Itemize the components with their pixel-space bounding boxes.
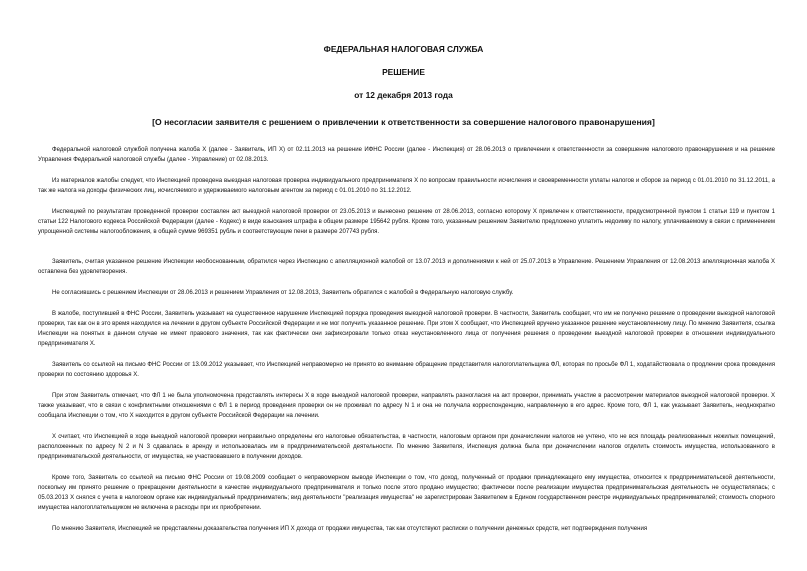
paragraph-2: Из материалов жалобы следует, что Инспекцией проведена выездная налоговая проверка индивидуального предпринимателя X по вопросам правильности исчисления и своевременности уплаты налогов и сборов за период с 01.01.2010 по 31.12.2011, а так же налога на доходы физических лиц, исчисляемого и удерживаемого налоговым агентом за период с 01.01.2010 по 31.12.2012.	[38, 178, 775, 195]
paragraph-4: Заявитель, считая указанное решение Инспекции необоснованным, обратился через Инспекцию с апелляционной жалобой от 13.07.2013 и дополнениями к ней от 25.07.2013 в Управление. Решением Управления от 12.08.2013 апелляционная жалоба X оставлена без удовлетворения.	[38, 259, 775, 276]
paragraph-7: Заявитель со ссылкой на письмо ФНС России от 13.09.2012 указывает, что Инспекцией неправомерно не принято во внимание обращение представителя налогоплательщика ФЛ, которая по просьбе ФЛ 1, ходатайствовала о продлении срока проведения проверки по состоянию здоровья X.	[38, 362, 775, 379]
document-date: от 12 декабря 2013 года	[354, 90, 453, 100]
paragraph-3: Инспекцией по результатам проведенной проверки составлен акт выездной налоговой проверки от 23.05.2013 и вынесено решение от 28.06.2013, согласно которому X привлечен к ответственности, предусмотренной пунктом 1 статьи 119 и пунктом 1 статьи 122 Налогового кодекса Российской Федерации (далее - Кодекс) в виде взыскания штрафа в общем размере 195642 рубля. Кроме того, указанным решением Заявителю предложено уплатить недоимку по налогу, уплачиваемому в связи с применением упрощенной системы налогообложения, в общей сумме 969351 рубль и соответствующие пени в размере 207743 рубля.	[38, 209, 775, 236]
paragraph-5: Не согласившись с решением Инспекции от 28.06.2013 и решением Управления от 12.08.2013, Заявитель обратился с жалобой в Федеральную налоговую службу.	[52, 290, 514, 296]
agency-heading: ФЕДЕРАЛЬНАЯ НАЛОГОВАЯ СЛУЖБА	[323, 44, 484, 54]
document-subject: [О несогласии заявителя с решением о привлечении к ответственности за совершение налогового правонарушения]	[152, 117, 655, 127]
paragraph-6: В жалобе, поступившей в ФНС России, Заявитель указывает на существенное нарушение Инспекцией порядка проведения выездной налоговой проверки. В частности, Заявитель сообщает, что им не получено решение о проведении выездной налоговой проверки, так как он в это время находился на лечении в другом субъекте Российской Федерации и не мог получить указанное решение. При этом X сообщает, что Инспекцией вручено указанное решение неустановленному лицу. По мнению Заявителя, ссылка Инспекции на понятых в данном случае не имеет правового значения, так как фактически они зафиксировали только отказ неустановленного лица от получения решения о проведении выездной налоговой проверки в отношении индивидуального предпринимателя X.	[38, 311, 775, 348]
paragraph-11: По мнению Заявителя, Инспекцией не представлены доказательства получения ИП X дохода от продажи имущества, так как отсутствуют расписки о получении денежных средств, нет подтверждения получения	[52, 526, 648, 532]
paragraph-8: При этом Заявитель отмечает, что ФЛ 1 не была уполномочена представлять интересы X в ходе выездной налоговой проверки, направлять разногласия на акт проверки, принимать участие в рассмотрении материалов выездной налоговой проверки. X также указывает, что в связи с конфликтными отношениями с ФЛ 1 в период проведения проверки он не проживал по адресу N 1 и она не получала корреспонденцию, направленную в его адрес. Кроме того, ФЛ 1, как указывает Заявитель, неоднократно сообщала Инспекции о том, что X находится в другом субъекте Российской Федерации на лечении.	[38, 393, 775, 420]
paragraph-1: Федеральной налоговой службой получена жалоба X (далее - Заявитель, ИП X) от 02.11.2013 на решение ИФНС России (далее - Инспекция) от 28.06.2013 о привлечении к ответственности за совершение налогового правонарушения и на решение Управления Федеральной налоговой службы (далее - Управление) от 02.08.2013.	[38, 147, 775, 164]
document-type-heading: РЕШЕНИЕ	[382, 67, 425, 77]
paragraph-9: X считает, что Инспекцией в ходе выездной налоговой проверки неправильно определены его налоговые обязательства, в частности, налоговым органом при доначислении налогов не учтено, что не вся площадь реализованных нежилых помещений, расположенных по адресу N 2 и N 3 сдавалась в аренду и использовалась им в предпринимательской деятельности. По мнению Заявителя, Инспекция должна была при доначислении налогов отделить стоимость имущества, использованного в предпринимательской деятельности, от имущества, не участвовавшего в получении доходов.	[38, 434, 775, 461]
paragraph-10: Кроме того, Заявитель со ссылкой на письмо ФНС России от 19.08.2009 сообщает о неправомерном выводе Инспекции о том, что доход, полученный от продажи принадлежащего ему имущества, относится к предпринимательской деятельности, поскольку им принято решение о прекращении деятельности в качестве индивидуального предпринимателя и только после этого продано имущество; фактически после реализации имущества предпринимательская деятельность не осуществлялась; с 05.03.2013 X снялся с учета в налоговом органе как индивидуальный предприниматель; вид деятельности "реализация имущества" не зарегистрирован Заявителем в Едином государственном реестре индивидуальных предпринимателей; стоимость спорного имущества налогоплательщиком не включена в расходы при их приобретении.	[38, 475, 775, 512]
